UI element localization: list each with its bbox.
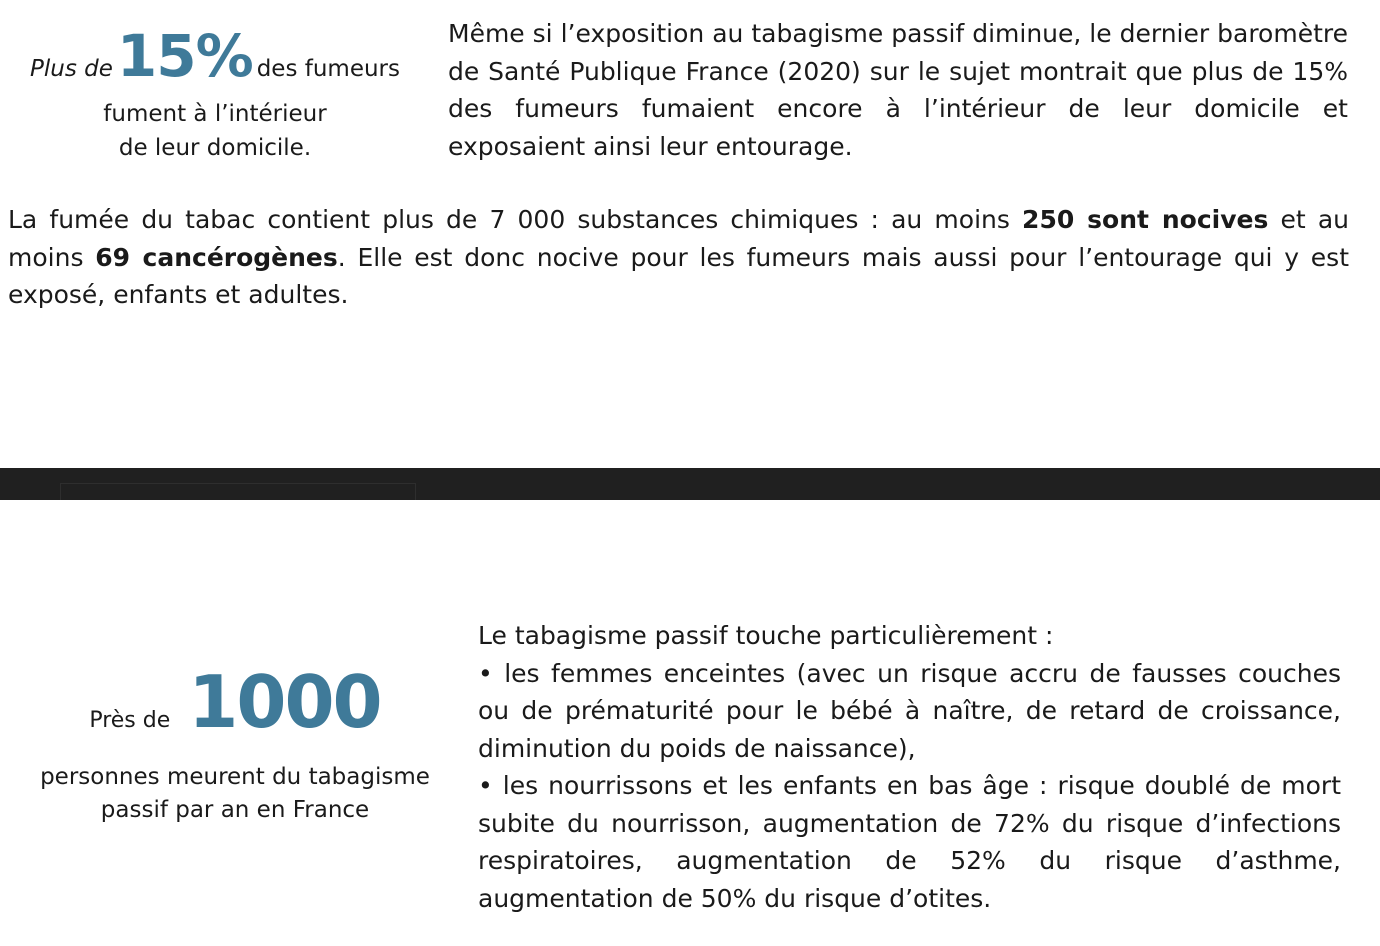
stat-tail: des fumeurs <box>256 56 400 82</box>
affected-intro: Le tabagisme passif touche particulièrement : <box>478 621 1054 650</box>
chemicals-bold-carcinogens: 69 cancérogènes <box>95 242 338 272</box>
stat-lead: Près de <box>89 708 171 733</box>
stat-line-2: personnes meurent du tabagisme <box>40 764 430 790</box>
chemicals-bold-harmful: 250 sont nocives <box>1022 205 1269 234</box>
stat-lead: Plus de <box>29 56 113 82</box>
list-item-infants-children: • les nourrissons et les enfants en bas âge : risque doublé de mort subite du nourrisson, augmentation de 72% du risque d’infections respiratoires, augmentation de 52% du risque d’asthme, augmentation de 50% du risque d’otites. <box>478 771 1341 913</box>
chemicals-text-1: La fumée du tabac contient plus de 7 000 substances chimiques : au moins <box>8 205 1023 234</box>
stat-callout-smokers-indoors <box>20 22 410 165</box>
chemicals-paragraph <box>8 201 1349 314</box>
section-divider-band <box>0 468 1380 500</box>
stat-line-2: fument à l’intérieur <box>103 101 327 127</box>
chemicals-text-2: et au moins <box>8 205 1350 272</box>
affected-groups-paragraph <box>478 617 1341 917</box>
list-item-pregnant-women: • les femmes enceintes (avec un risque accru de fausses couches ou de prématurité pour le bébé à naître, de retard de croissance, diminution du poids de naissance), <box>478 658 1341 763</box>
stat-line-3: de leur domicile. <box>118 135 312 161</box>
divider-tab-outline <box>60 483 416 500</box>
stat-number: 15% <box>116 22 253 90</box>
chemicals-text-3: . Elle est donc nocive pour les fumeurs mais aussi pour l’entourage qui y est exposé, enfants et adultes. <box>8 242 1349 309</box>
stat-callout-deaths <box>30 662 440 827</box>
stat-line-3: passif par an en France <box>100 797 370 823</box>
stat-headline <box>30 662 440 761</box>
stat-number: 1000 <box>188 660 381 744</box>
stat-headline <box>20 22 410 97</box>
exposure-paragraph: Même si l’exposition au tabagisme passif diminue, le dernier baromètre de Santé Publique France (2020) sur le sujet montrait que plus de 15% des fumeurs fumaient encore à l’intérieur de leur domicile et exposaient ainsi leur entourage. <box>448 19 1348 161</box>
